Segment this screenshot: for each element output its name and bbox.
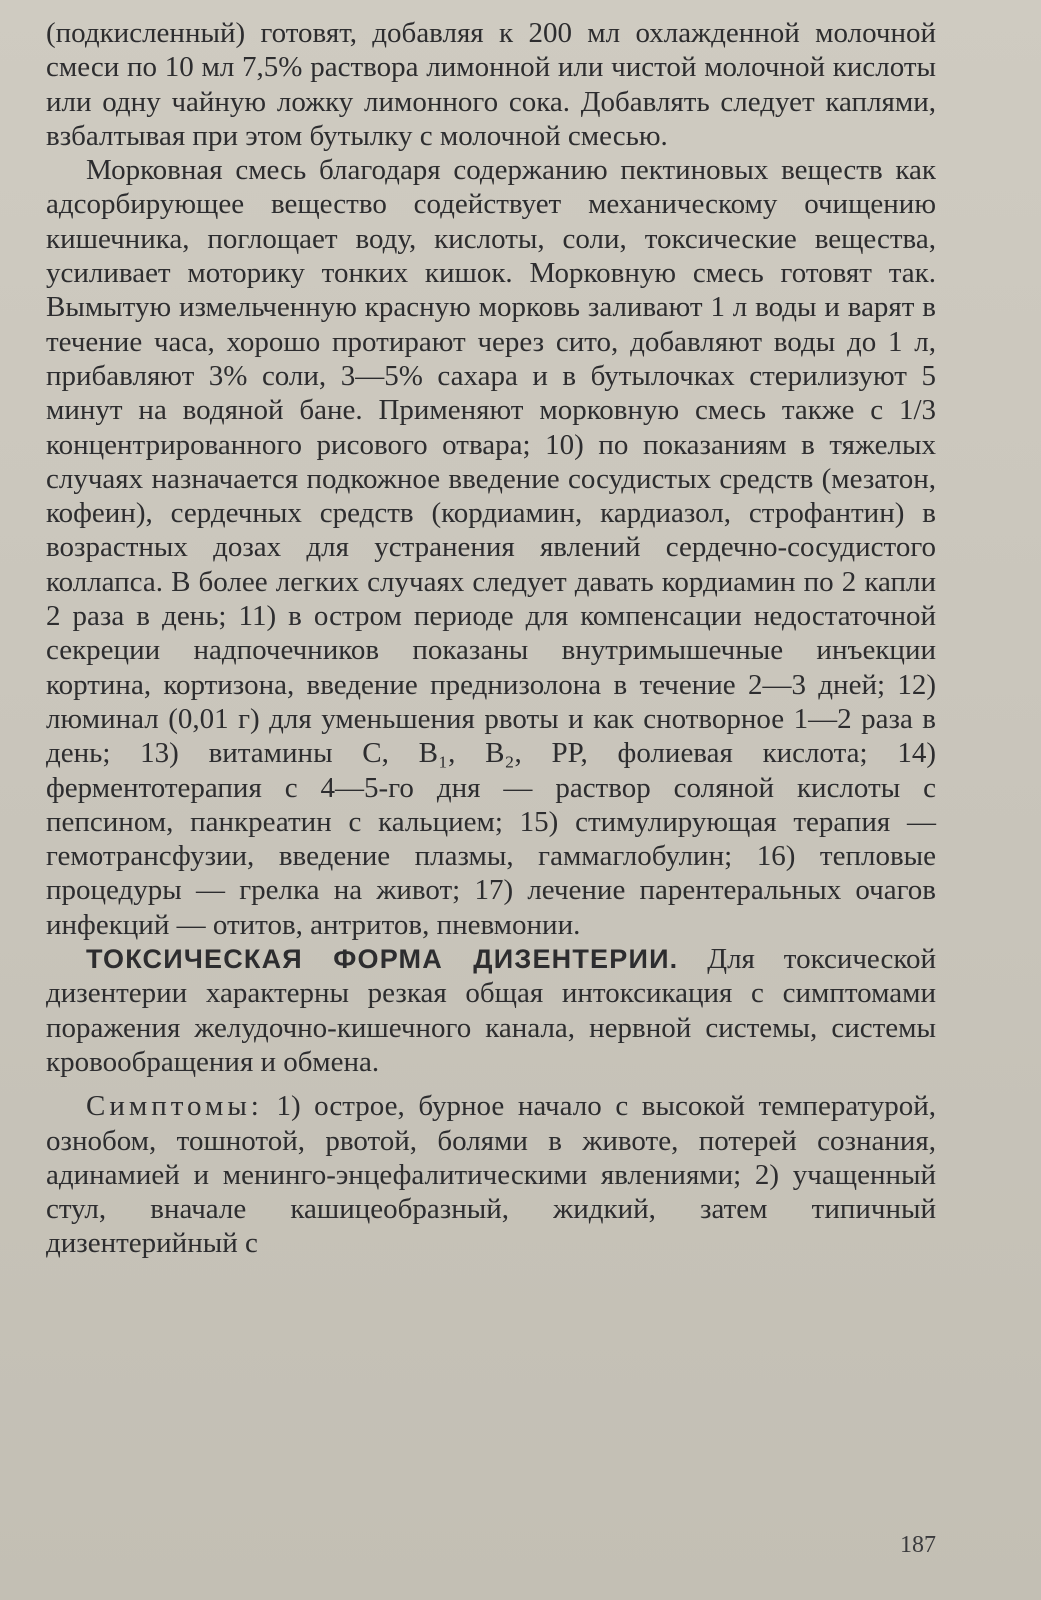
section-heading: ТОКСИЧЕСКАЯ ФОРМА ДИЗЕНТЕРИИ. xyxy=(86,944,679,975)
symptoms-lead: Симптомы: xyxy=(86,1090,263,1123)
section-intro-text: Для токсической дизентерии характерны резкая общая интоксикация с симптомами поражения желудочно-кишечного канала, нервной системы, системы кровообращения и обмена. xyxy=(46,943,937,1078)
paragraph-acidified-mixture: (подкисленный) готовят, добавляя к 200 мл охлажденной молочной смеси по 10 мл 7,5% раствора лимонной или чистой молочной кислоты или одну чайную ложку лимонного сока. Добавлять следует каплями, взбалтывая при этом бутылку с молочной смесью. xyxy=(46,17,936,152)
page-body xyxy=(46,16,936,1261)
page-number: 187 xyxy=(900,1532,936,1558)
symptoms-text: 1) острое, бурное начало с высокой температурой, ознобом, тошнотой, рвотой, болями в животе, потерей сознания, адинамией и менинго-энцефалитическими явлениями; 2) учащенный стул, вначале кашицеобразный, жидкий, затем типичный дизентерийный с xyxy=(46,1090,936,1260)
paragraph-symptoms xyxy=(46,1089,936,1260)
paragraph-carrot-mixture-and-treatment: Морковная смесь благодаря содержанию пектиновых веществ как адсорбирующее вещество содействует механическому очищению кишечника, поглощает воду, кислоты, соли, токсические вещества, усиливает моторику тонких кишок. Морковную смесь готовят так. Вымытую измельченную красную морковь заливают 1 л воды и варят в течение часа, хорошо протирают через сито, добавляют воды до 1 л, прибавляют 3% соли, 3—5% сахара и в бутылочках стерилизуют 5 минут на водяной бане. Применяют морковную смесь также с 1/3 концентрированного рисового отвара; 10) по показаниям в тяжелых случаях назначается подкожное введение сосудистых средств (мезатон, кофеин), сердечных средств (кордиамин, кардиазол, строфантин) в возрастных дозах для устранения явлений сердечно-сосудистого коллапса. В более легких случаях следует давать кордиамин по 2 капли 2 раза в день; 11) в остром периоде для компенсации недостаточной секреции надпочечников показаны внутримышечные инъекции кортина, кортизона, введение преднизолона в течение 2—3 дней; 12) люминал (0,01 г) для уменьшения рвоты и как снотворное 1—2 раза в день; 13) витамины C, B₁, B₂, PP, фолиевая кислота; 14) ферментотерапия с 4—5-го дня — раствор соляной кислоты с пепсином, панкреатин с кальцием; 15) стимулирующая терапия — гемотрансфузии, введение плазмы, гаммаглобулин; 16) тепловые процедуры — грелка на живот; 17) лечение парентеральных очагов инфекций — отитов, антритов, пневмонии. xyxy=(46,154,936,941)
paragraph-toxic-dysentery xyxy=(46,942,936,1079)
